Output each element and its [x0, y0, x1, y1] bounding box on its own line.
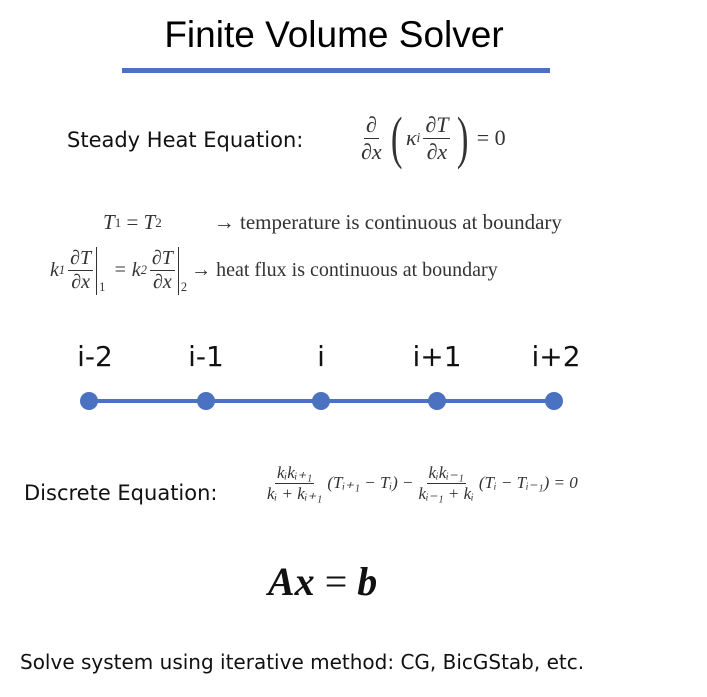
- grid-node-i-plus-1: [428, 392, 446, 410]
- grid-node-i-plus-2: [545, 392, 563, 410]
- node-label-i-plus-2: i+2: [531, 340, 581, 373]
- grid-node-i-minus-1: [197, 392, 215, 410]
- solver-note: Solve system using iterative method: CG, BicGStab, etc.: [20, 650, 585, 674]
- fraction-backward: $\frac{\text{kᵢkᵢ₋₁}}{\text{kᵢ₋₁ + kᵢ}}$: [418, 463, 474, 503]
- left-paren: (: [390, 105, 403, 170]
- dT-dx-fraction: $\frac{\partial T}{\partial x}$: [425, 112, 449, 164]
- node-label-i-minus-2: i-2: [77, 340, 113, 373]
- node-label-i: i: [317, 340, 325, 373]
- grid-node-i: [312, 392, 330, 410]
- fraction-forward: $\frac{\text{kᵢkᵢ₊₁}}{\text{kᵢ + kᵢ₊₁}}$: [267, 463, 323, 503]
- linear-system: Ax = b: [268, 559, 378, 604]
- discrete-equation-label: Discrete Equation:: [24, 481, 218, 505]
- node-label-i-plus-1: i+1: [412, 340, 462, 373]
- right-paren: ): [457, 105, 469, 170]
- node-label-i-minus-1: i-1: [188, 340, 224, 373]
- grid-node-i-minus-2: [80, 392, 98, 410]
- page-title: Finite Volume Solver: [164, 14, 504, 55]
- steady-heat-label: Steady Heat Equation:: [67, 128, 304, 152]
- temperature-condition: T 1 = T 2 → temperature is continuous at boundary: [103, 210, 562, 234]
- steady-heat-equation: $\frac{\partial}{\partial x}$ ( κ i $\frac{\partial T}{\partial x}$ ) = 0: [361, 105, 506, 170]
- discrete-equation: $\frac{\text{kᵢkᵢ₊₁}}{\text{kᵢ + kᵢ₊₁}}$ (Tᵢ₊₁ − Tᵢ) − $\frac{\text{kᵢkᵢ₋₁}}{\text{kᵢ₋₁ + kᵢ}}$ (Tᵢ − Tᵢ₋₁) = 0: [267, 463, 578, 503]
- d-dx-fraction: $\frac{\partial}{\partial x}$: [361, 112, 382, 164]
- flux-condition: k 1 $\frac{\partial T}{\partial x}$ 1 = k 2 $\frac{\partial T}{\partial x}$ 2 → heat flux is continuous at boundary: [50, 247, 498, 294]
